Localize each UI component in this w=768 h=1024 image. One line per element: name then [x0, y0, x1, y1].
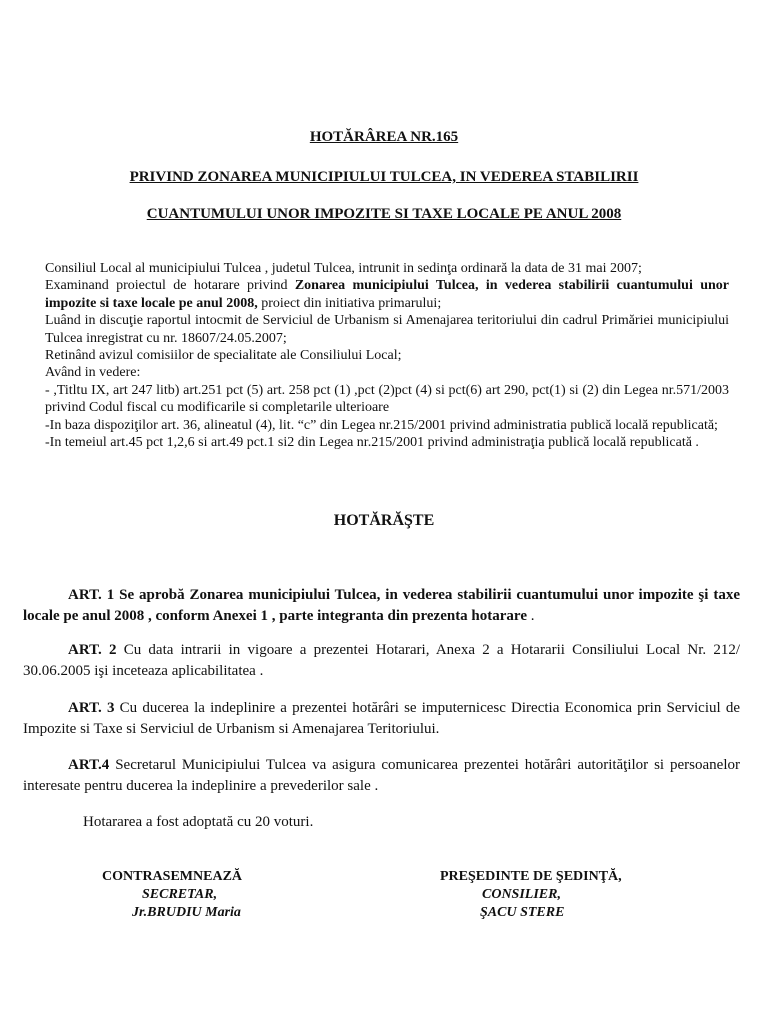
preamble-committees: Retinând avizul comisiilor de specialitate ale Consiliului Local;: [45, 348, 402, 364]
article-3-label: ART. 3: [68, 700, 115, 716]
preamble-fiscal-code: - ,Titltu IX, art 247 litb) art.251 pct (5) art. 258 pct (1) ,pct (2)pct (4) si pct(6) art 290, pct(1) si (2) din Legea nr.571/2003 privind Codul fiscal cu modificarile si completarile ulterioare: [45, 382, 729, 416]
signature-right-name: ŞACU STERE: [480, 905, 565, 920]
preamble-law-basis: -In baza dispoziţilor art. 36, alineatul (4), lit. “c” din Legea nr.215/2001 privind administratia publică locală republicată;: [45, 417, 718, 433]
signature-left-name: Jr.BRUDIU Maria: [132, 905, 241, 920]
signature-right-title: PREŞEDINTE DE ŞEDINŢĂ,: [440, 869, 622, 884]
document-title: HOTĂRÂREA NR.165: [309, 129, 459, 145]
article-4-text: Secretarul Municipiului Tulcea va asigura comunicarea prezentei hotărâri autorităţilor si persoanelor interesate pentru ducerea la indeplinire a prevederilor sale .: [23, 757, 740, 794]
signature-left-title: CONTRASEMNEAZĂ: [102, 869, 243, 884]
signature-left-role: SECRETAR,: [142, 887, 218, 902]
article-1-text: Se aprobă Zonarea municipiului Tulcea, in vederea stabilirii cuantumului unor impozite şi taxe locale pe anul 2008 , conform Anexei 1 , parte integranta din prezenta hotarare: [23, 587, 740, 624]
votes-line: Hotararea a fost adoptată cu 20 voturi.: [83, 814, 314, 830]
article-4: [23, 755, 740, 797]
article-1: ART. 1 Se aprobă Zonarea municipiului Tulcea, in vederea stabilirii cuantumului unor impozite şi taxe locale pe anul 2008 , conform Anexei 1 , parte integranta din prezenta hotarare .: [23, 587, 740, 624]
preamble-examining: Examinand proiectul de hotarare privind Zonarea municipiului Tulcea, in vederea stabilirii cuantumului unor impozite si taxe locale pe anul 2008, proiect din initiativa primarului;: [45, 278, 729, 311]
preamble-council: Consiliul Local al municipiului Tulcea , judetul Tulcea, intrunit in sedinţa ordinară la data de 31 mai 2007;: [45, 261, 642, 276]
article-1-label: ART. 1: [68, 587, 115, 603]
preamble: [45, 260, 729, 451]
preamble-considering: Având in vedere:: [45, 365, 141, 381]
article-2-text: Cu data intrarii in vigoare a prezentei Hotarari, Anexa 2 a Hotararii Consiliului Local Nr. 212/ 30.06.2005 işi inceteaza aplicabilitatea .: [23, 642, 741, 679]
preamble-law-grounds: -In temeiul art.45 pct 1,2,6 si art.49 pct.1 si2 din Legea nr.215/2001 privind administraţia publică locală republicată .: [45, 435, 699, 451]
article-3: [23, 698, 740, 740]
decision-heading: HOTĂRĂŞTE: [333, 512, 435, 529]
article-4-label: ART.4: [68, 757, 110, 773]
document-subtitle-line1: PRIVIND ZONAREA MUNICIPIULUI TULCEA, IN VEDEREA STABILIRII: [129, 169, 639, 185]
document-subtitle-line2: CUANTUMULUI UNOR IMPOZITE SI TAXE LOCALE PE ANUL 2008: [146, 206, 622, 222]
signature-right-role: CONSILIER,: [482, 887, 561, 902]
article-3-text: Cu ducerea la indeplinire a prezentei hotărâri se imputernicesc Directia Economica prin Serviciul de Impozite si Taxe si Serviciul de Urbanism si Amenajarea Teritoriului.: [23, 700, 741, 737]
signature-right: [440, 868, 660, 922]
preamble-report: Luând in discuţie raportul intocmit de Serviciul de Urbanism si Amenajarea teritoriului din cadrul Primăriei municipiului Tulcea inregistrat cu nr. 18607/24.05.2007;: [45, 313, 729, 346]
signature-left: [102, 868, 302, 922]
article-2-label: ART. 2: [68, 642, 117, 658]
article-2: [23, 640, 740, 682]
